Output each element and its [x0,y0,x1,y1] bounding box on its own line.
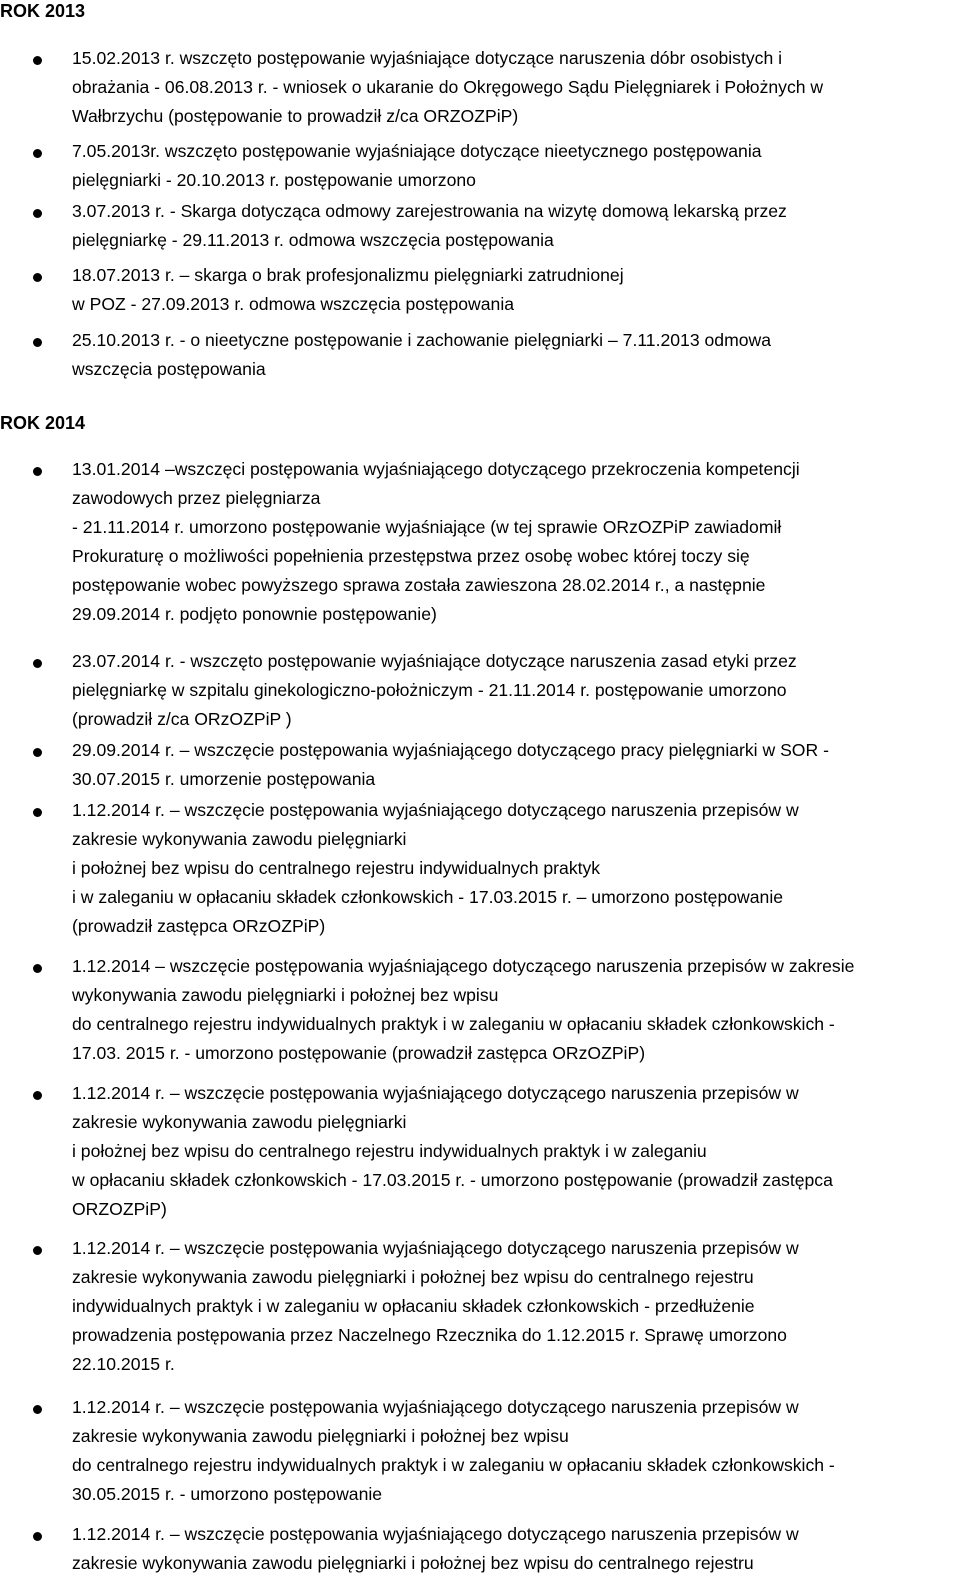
item-text-line: postępowanie wobec powyższego sprawa została zawieszona 28.02.2014 r., a następnie [72,575,766,595]
item-text-line: 3.07.2013 r. - Skarga dotycząca odmowy zarejestrowania na wizytę domową lekarską przez [72,201,787,221]
item-text-line: 7.05.2013r. wszczęto postępowanie wyjaśniające dotyczące nieetycznego postępowania [72,141,762,161]
bullet-icon [33,467,42,476]
item-text-line: zawodowych przez pielęgniarza [72,488,321,508]
item-text-line: (prowadził zastępca ORzOZPiP) [72,916,326,936]
item-text-line: zakresie wykonywania zawodu pielęgniarki i położnej bez wpisu do centralnego rejestru [72,1553,754,1573]
item-text-line: prowadzenia postępowania przez Naczelnego Rzecznika do 1.12.2015 r. Sprawę umorzono [72,1325,787,1345]
bullet-icon [33,659,42,668]
bullet-icon [33,1405,42,1414]
item-text-line: 23.07.2014 r. - wszczęto postępowanie wyjaśniające dotyczące naruszenia zasad etyki przez [72,651,797,671]
bullet-icon [33,964,42,973]
item-text-line: ORZOZPiP) [72,1199,167,1219]
item-text-line: 22.10.2015 r. [72,1354,175,1374]
item-text-line: do centralnego rejestru indywidualnych praktyk i w zaleganiu w opłacaniu składek członkowskich - [72,1455,835,1475]
item-text-line: 30.07.2015 r. umorzenie postępowania [72,769,376,789]
item-text-line: 17.03. 2015 r. - umorzono postępowanie (prowadził zastępca ORzOZPiP) [72,1043,646,1063]
bullet-icon [33,748,42,757]
item-text-line: pielęgniarkę - 29.11.2013 r. odmowa wszczęcia postępowania [72,230,554,250]
item-text-line: 1.12.2014 r. – wszczęcie postępowania wyjaśniającego dotyczącego naruszenia przepisów w [72,1397,799,1417]
item-text-line: 29.09.2014 r. podjęto ponownie postępowanie) [72,604,437,624]
item-text-line: w opłacaniu składek członkowskich - 17.03.2015 r. - umorzono postępowanie (prowadził zastępca [72,1170,833,1190]
item-text-line: (prowadził z/ca ORzOZPiP ) [72,709,292,729]
item-text-line: 18.07.2013 r. – skarga o brak profesjonalizmu pielęgniarki zatrudnionej [72,265,624,285]
item-text-line: 1.12.2014 r. – wszczęcie postępowania wyjaśniającego dotyczącego naruszenia przepisów w [72,800,799,820]
item-text-line: indywidualnych praktyk i w zaleganiu w opłacaniu składek członkowskich - przedłużenie [72,1296,755,1316]
item-text-line: 1.12.2014 r. – wszczęcie postępowania wyjaśniającego dotyczącego naruszenia przepisów w [72,1524,799,1544]
bullet-icon [33,149,42,158]
item-text-line: wykonywania zawodu pielęgniarki i położnej bez wpisu [72,985,499,1005]
bullet-icon [33,1091,42,1100]
bullet-icon [33,209,42,218]
bullet-icon [33,273,42,282]
item-text-line: 15.02.2013 r. wszczęto postępowanie wyjaśniające dotyczące naruszenia dóbr osobistych i [72,48,783,68]
item-text-line: 29.09.2014 r. – wszczęcie postępowania wyjaśniającego dotyczącego pracy pielęgniarki w SOR - [72,740,829,760]
item-text-line: Prokuraturę o możliwości popełnienia przestępstwa przez osobę wobec której toczy się [72,546,750,566]
item-text-line: Wałbrzychu (postępowanie to prowadził z/ca ORZOZPiP) [72,106,519,126]
item-text-line: 1.12.2014 r. – wszczęcie postępowania wyjaśniającego dotyczącego naruszenia przepisów w [72,1238,799,1258]
item-text-line: obrażania - 06.08.2013 r. - wniosek o ukaranie do Okręgowego Sądu Pielęgniarek i Położnych w [72,77,824,97]
item-text-line: i w zaleganiu w opłacaniu składek członkowskich - 17.03.2015 r. – umorzono postępowanie [72,887,784,907]
bullet-icon [33,808,42,817]
item-text-line: 13.01.2014 –wszczęci postępowania wyjaśniającego dotyczącego przekroczenia kompetencji [72,459,800,479]
bullet-icon [33,1246,42,1255]
bullet-icon [33,56,42,65]
bullet-icon [33,338,42,347]
item-text-line: wszczęcia postępowania [72,359,266,379]
item-text-line: 30.05.2015 r. - umorzono postępowanie [72,1484,383,1504]
item-text-line: zakresie wykonywania zawodu pielęgniarki i położnej bez wpisu [72,1426,569,1446]
section-heading: ROK 2013 [0,1,86,21]
item-text-line: zakresie wykonywania zawodu pielęgniarki [72,1112,407,1132]
item-text-line: 1.12.2014 – wszczęcie postępowania wyjaśniającego dotyczącego naruszenia przepisów w zakresie [72,956,855,976]
item-text-line: i położnej bez wpisu do centralnego rejestru indywidualnych praktyk [72,858,601,878]
item-text-line: pielęgniarkę w szpitalu ginekologiczno-położniczym - 21.11.2014 r. postępowanie umorzono [72,680,787,700]
item-text-line: 1.12.2014 r. – wszczęcie postępowania wyjaśniającego dotyczącego naruszenia przepisów w [72,1083,799,1103]
section-heading: ROK 2014 [0,413,86,433]
item-text-line: pielęgniarki - 20.10.2013 r. postępowanie umorzono [72,170,476,190]
item-text-line: - 21.11.2014 r. umorzono postępowanie wyjaśniające (w tej sprawie ORzOZPiP zawiadomił [72,517,782,537]
bullet-icon [33,1532,42,1541]
item-text-line: w POZ - 27.09.2013 r. odmowa wszczęcia postępowania [72,294,515,314]
item-text-line: i położnej bez wpisu do centralnego rejestru indywidualnych praktyk i w zaleganiu [72,1141,707,1161]
item-text-line: do centralnego rejestru indywidualnych praktyk i w zaleganiu w opłacaniu składek członkowskich - [72,1014,835,1034]
item-text-line: zakresie wykonywania zawodu pielęgniarki i położnej bez wpisu do centralnego rejestru [72,1267,754,1287]
item-text-line: zakresie wykonywania zawodu pielęgniarki [72,829,407,849]
item-text-line: 25.10.2013 r. - o nieetyczne postępowanie i zachowanie pielęgniarki – 7.11.2013 odmowa [72,330,772,350]
